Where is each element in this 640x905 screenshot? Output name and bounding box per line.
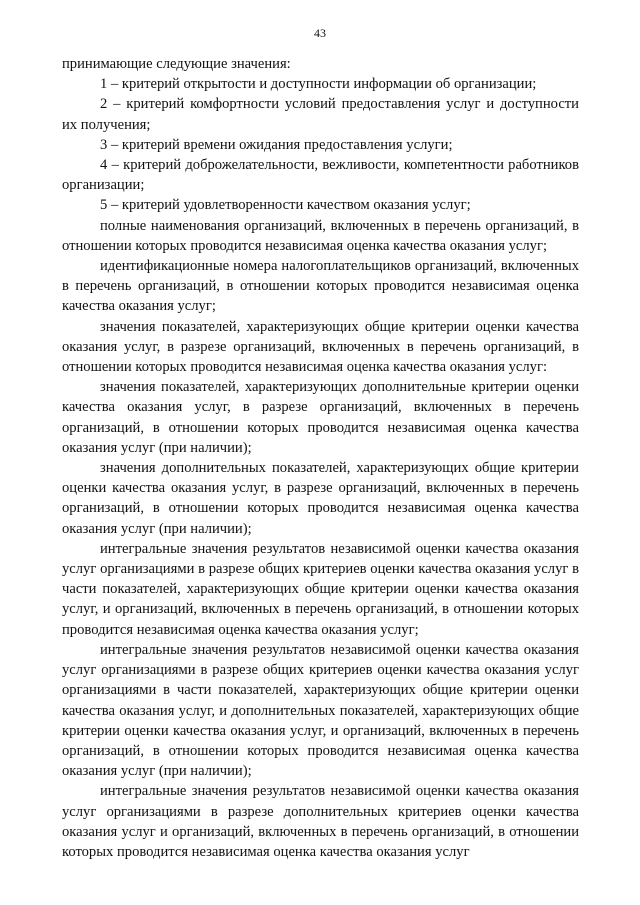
paragraph-continuation: принимающие следующие значения: (62, 56, 291, 72)
paragraph-additional-indicators-values: значения дополнительных показателей, характеризующих общие критерии оценки качества оказания услуг, в разрезе организаций, включенных в перечень организаций, в отношении которых проводится независимая оценка качества оказания услуг (при наличии); (62, 460, 579, 537)
paragraph-integral-values-general-additional: интегральные значения результатов независимой оценки качества оказания услуг организациями в разрезе общих критериев оценки качества оказания услуг организациями в части показателей, характеризующих общие критерии оценки качества оказания услуг, и дополнительных показателей, характеризующих общие критерии оценки качества оказания услуг, и организаций, включенных в перечень организаций, в отношении которых проводится независимая оценка качества оказания услуг (при наличии); (62, 641, 579, 780)
paragraph-additional-criteria-values: значения показателей, характеризующих дополнительные критерии оценки качества оказания услуг, в разрезе организаций, включенных в перечень организаций, в отношении которых проводится независимая оценка качества оказания услуг (при наличии); (62, 379, 579, 456)
paragraph-taxpayer-ids: идентификационные номера налогоплательщиков организаций, включенных в перечень организаций, в отношении которых проводится независимая оценка качества оказания услуг; (62, 258, 579, 315)
paragraph-criterion-2: 2 – критерий комфортности условий предоставления услуг и доступности их получения; (62, 96, 579, 133)
document-body (62, 54, 579, 862)
paragraph-criterion-4: 4 – критерий доброжелательности, вежливости, компетентности работников организации; (62, 157, 579, 194)
paragraph-general-criteria-values: значения показателей, характеризующих общие критерии оценки качества оказания услуг, в разрезе организаций, включенных в перечень организаций, в отношении которых проводится независимая оценка качества оказания услуг: (62, 318, 579, 376)
paragraph-integral-values-general: интегральные значения результатов независимой оценки качества оказания услуг организациями в разрезе общих критериев оценки качества оказания услуг в части показателей, характеризующих общие критерии оценки качества оказания услуг, и организаций, включенных в перечень организаций, в отношении которых проводится независимая оценка качества оказания услуг; (62, 540, 579, 638)
paragraph-integral-values-additional: интегральные значения результатов независимой оценки качества оказания услуг организациями в разрезе дополнительных критериев оценки качества оказания услуг и организаций, включенных в перечень организаций, в отношении которых проводится независимая оценка качества оказания услуг (62, 783, 579, 860)
page-number: 43 (314, 26, 326, 40)
paragraph-organization-names: полные наименования организаций, включенных в перечень организаций, в отношении которых проводится независимая оценка качества оказания услуг; (62, 217, 579, 254)
paragraph-criterion-5: 5 – критерий удовлетворенности качеством оказания услуг; (100, 197, 471, 214)
paragraph-criterion-3: 3 – критерий времени ожидания предоставления услуги; (100, 136, 453, 153)
paragraph-criterion-1: 1 – критерий открытости и доступности информации об организации; (100, 76, 537, 93)
